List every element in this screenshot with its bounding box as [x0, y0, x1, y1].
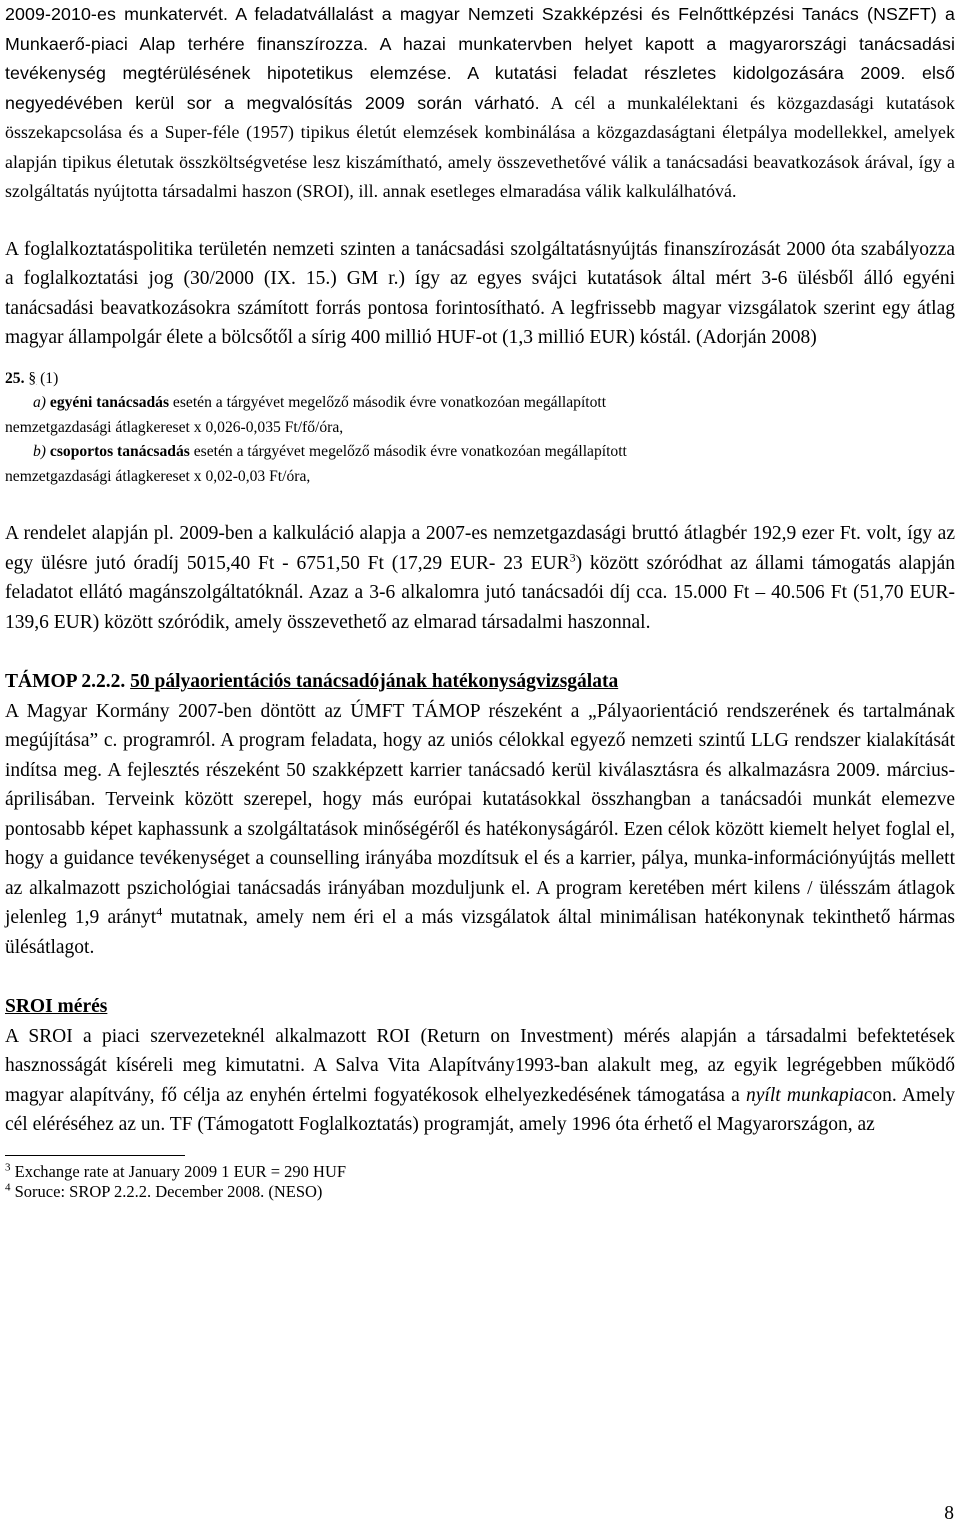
law-item-b-term: csoportos tanácsadás [49, 443, 190, 460]
calc-text-after: ) között szóródhat az állami támogatás alapján feladatot ellátó magánszolgáltatóknál. Azaz a 3-6 alkalomra jutó tanácsadói díj cca. 15.000 Ft – 40.506 Ft (51,70 EUR- 139,6 EUR) között szóródik, amely összevethető az elmarad társadalmi haszonnal. [5, 552, 955, 633]
law-excerpt [5, 367, 955, 490]
law-item-a-rest: esetén a tárgyévet megelőző második évre vonatkozóan megállapított [169, 394, 607, 411]
law-number: 25. [5, 369, 25, 387]
footnote-3-text: Exchange rate at January 2009 1 EUR = 290 HUF [10, 1161, 347, 1181]
page-number: 8 [944, 1503, 954, 1524]
calculation-paragraph [5, 519, 955, 637]
law-item-b [5, 440, 955, 465]
law-item-a-line2: nemzetgazdasági átlagkereset x 0,026-0,035 Ft/fő/óra, [5, 418, 344, 436]
footnote-3-number: 3 [5, 1161, 11, 1173]
intro-text-part1: 2009-2010-es munkatervét. A feladatvállalást a magyar Nemzeti Szakképzési és Felnőttképzési Tanács (NSZFT) a Munkaerő-piaci Alap terhére finanszírozza. A hazai munkatervben helyet kapott a magyarországi tanácsadási tevékenység megtérülésének hipotetikus elemzése. A kutatási feladat részletes kidolgozására 2009. első negyedévében kerül sor a megvalósítás 2009 során várható. [5, 4, 955, 113]
footnote-4 [5, 1182, 955, 1202]
tamop-section-title [5, 667, 955, 697]
policy-paragraph: A foglalkoztatáspolitika területén nemzeti szinten a tanácsadási szolgáltatásnyújtás finanszírozását 2000 óta szabályozza a foglalkoztatási jog (30/2000 (IX. 15.) GM r.) így az egyes svájci kutatások által mért 3-6 ülésből álló egyéni tanácsadási beavatkozásokra számított forrás pontosa forintosítható. A legfrissebb magyar vizsgálatok szerint egy átlag magyar állampolgár élete a bölcsőtől a sírig 400 millió HUF-ot (1,3 millió EUR) kóstál. (Adorján 2008) [5, 238, 955, 348]
footnote-3 [5, 1162, 955, 1182]
law-item-a [5, 391, 955, 416]
tamop-text-before: A Magyar Kormány 2007-ben döntött az ÚMFT TÁMOP részeként a „Pályaorientáció rendszerének és tartalmának megújítása” c. programról. A program feladata, hogy az uniós célokkal egyező nemzeti szintű LLG rendszer kialakítását indítsa meg. A fejlesztés részeként 50 szakképzett karrier tanácsadó kerül kiválasztásra és alkalmazásra 2009. március-áprilisában. Terveink között szerepel, hogy más európai kutatásokkal összhangban a tanácsadói munkát elemezve pontosabb képet kaphassunk a szolgáltatások minőségéről és hatékonyságáról. Ezen célok között kiemelt helyet foglal el, hogy a guidance tevékenységet a counselling irányába mozdítsuk el és a karrier, pálya, munka-információnyújtás mellett az alkalmazott pszichológiai tanácsadás irányában mozduljunk el. A program keretében mért kilens / ülésszám átlagok jelenleg 1,9 arányt [5, 700, 955, 928]
intro-paragraph [5, 0, 955, 207]
sroi-paragraph [5, 1022, 955, 1140]
law-heading [5, 367, 955, 392]
sroi-section-title: SROI mérés [5, 996, 108, 1017]
footnotes [5, 1162, 955, 1202]
law-item-b-line2: nemzetgazdasági átlagkereset x 0,02-0,03 Ft/óra, [5, 467, 311, 485]
footnote-4-number: 4 [5, 1181, 11, 1193]
law-item-a-letter: a) [33, 394, 46, 411]
law-subsection: (1) [40, 369, 59, 387]
law-item-b-letter: b) [33, 443, 46, 460]
calc-text-before: A rendelet alapján pl. 2009-ben a kalkuláció alapja a 2007-es nemzetgazdasági bruttó átlagbér 192,9 ezer Ft. volt, így az egy ülésre jutó óradíj 5015,40 Ft - 6751,50 Ft (17,29 EUR- 23 EUR [5, 523, 955, 574]
footnote-ref-3: 3 [569, 550, 576, 564]
sroi-text-italic: nyílt munkapia [746, 1084, 864, 1106]
sroi-text-before: A SROI a piaci szervezeteknél alkalmazott ROI (Return on Investment) mérés alapján a társadalmi befektetések hasznosságát kíséreli meg kimutatni. A Salva Vita Alapítvány1993-ban alakult meg, az egyik legrégebben működő magyar alapítvány, fő célja az enyhén értelmi fogyatékosok elhelyezkedésének támogatása a [5, 1025, 955, 1106]
law-section-symbol: § [28, 369, 37, 387]
tamop-title-plain: TÁMOP 2.2.2. [5, 671, 131, 692]
sroi-text-after: con. Amely cél eléréséhez az un. TF (Támogatott Foglalkoztatás) programját, amely 1996 óta érhető el Magyarországon, az [5, 1084, 955, 1135]
footnote-ref-4: 4 [156, 904, 163, 919]
footnote-separator [5, 1155, 185, 1156]
law-item-b-rest: esetén a tárgyévet megelőző második évre vonatkozóan megállapított [189, 443, 627, 460]
tamop-title-underlined: 50 pályaorientációs tanácsadójának hatékonyságvizsgálata [130, 671, 619, 692]
tamop-paragraph [5, 697, 955, 963]
footnote-4-text: Soruce: SROP 2.2.2. December 2008. (NESO) [10, 1181, 323, 1201]
tamop-text-after: mutatnak, amely nem éri el a más vizsgálatok által minimálisan hatékonynak tekinthető hármas ülésátlagot. [5, 907, 955, 958]
document-page [5, 0, 955, 1202]
intro-text-part2: A cél a munkalélektani és közgazdasági kutatások összekapcsolása és a Super-féle (1957) tipikus életút elemzések kombinálása a közgazdaságtani életpálya modellekkel, amelyek alapján tipikus életutak összköltségvetése lesz kiszámítható, amely összevethetővé válik a tanácsadási beavatkozások árával, így a szolgáltatás nyújtotta társadalmi haszon (SROI), ill. annak esetleges elmaradása válik kalkulálhatóvá. [5, 92, 955, 201]
law-item-a-term: egyéni tanácsadás [49, 394, 170, 411]
